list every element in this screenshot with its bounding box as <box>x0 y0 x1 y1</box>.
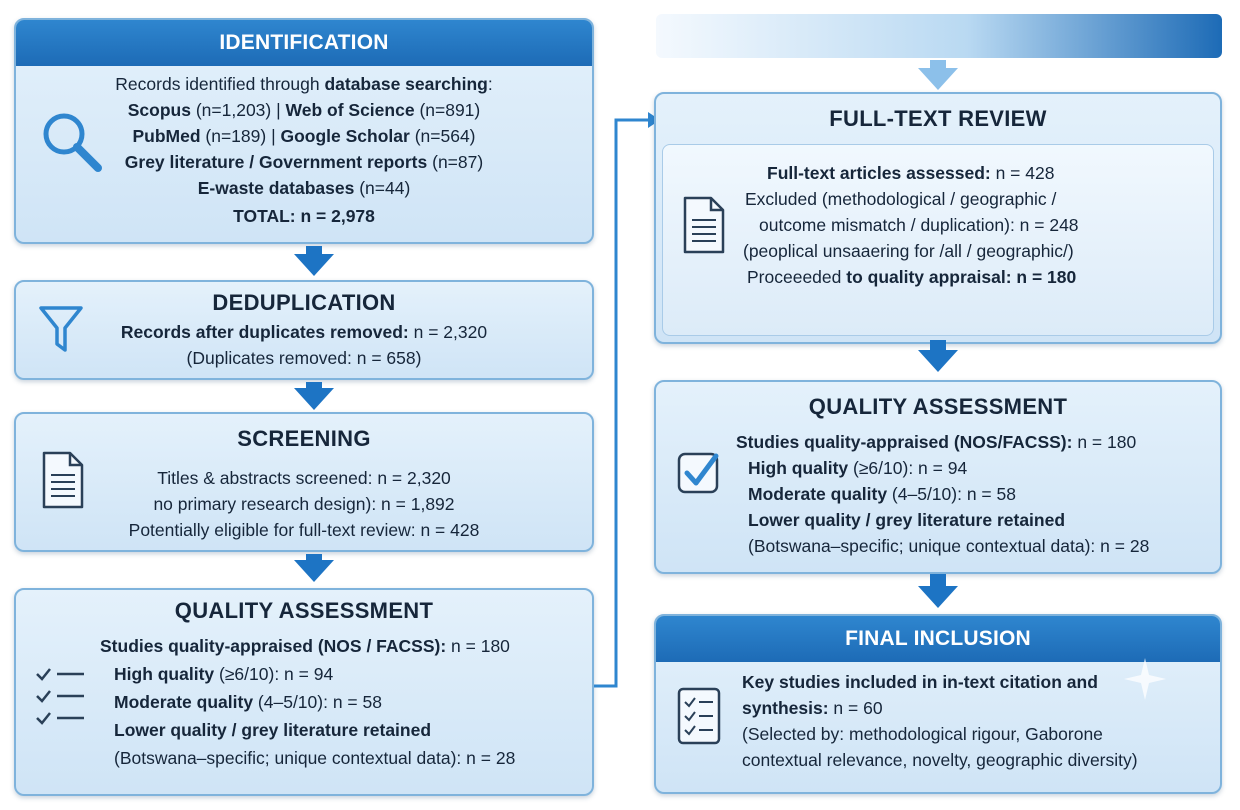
down-arrow-icon <box>918 350 958 372</box>
screening-eligible: Potentially eligible for full-text review: n = 428 <box>128 520 480 540</box>
quality-assessment-left-box <box>14 588 594 796</box>
deduplication-title: DEDUPLICATION <box>212 290 396 315</box>
final-key-studies: Key studies included in in-text citation and <box>742 672 1098 692</box>
top-bar <box>656 14 1222 58</box>
fulltext-inner-panel <box>662 144 1214 336</box>
identification-intro: Records identified through database searching: <box>115 74 493 94</box>
final-synthesis: synthesis: n = 60 <box>742 698 883 718</box>
quality-right-botswana: (Botswana–specific; unique contextual data): n = 28 <box>748 536 1150 556</box>
quality-right-title: QUALITY ASSESSMENT <box>808 394 1068 419</box>
identification-pubmed-scholar: PubMed (n=189) | Google Scholar (n=564) <box>132 126 476 146</box>
fulltext-mismatch: outcome mismatch / duplication): n = 248 <box>759 215 1079 235</box>
sparkle-icon <box>1122 656 1168 702</box>
down-arrow-icon <box>918 68 958 90</box>
final-inclusion-box <box>654 614 1222 794</box>
checklist-icon <box>34 662 88 728</box>
quality-right-high: High quality (≥6/10): n = 94 <box>748 458 968 478</box>
final-title: FINAL INCLUSION <box>656 616 1220 662</box>
screening-excluded: no primary research design): n = 1,892 <box>153 494 455 514</box>
quality-left-moderate: Moderate quality (4–5/10): n = 58 <box>114 692 382 712</box>
identification-scopus-wos: Scopus (n=1,203) | Web of Science (n=891) <box>127 100 481 120</box>
identification-total: TOTAL: n = 2,978 <box>233 206 375 226</box>
final-criteria: contextual relevance, novelty, geographic diversity) <box>742 750 1138 770</box>
document-icon <box>681 195 727 255</box>
screening-titles: Titles & abstracts screened: n = 2,320 <box>157 468 451 488</box>
deduplication-removed: (Duplicates removed: n = 658) <box>186 348 422 368</box>
quality-left-appraised: Studies quality-appraised (NOS / FACSS): n = 180 <box>100 636 510 656</box>
fulltext-title: FULL-TEXT REVIEW <box>829 106 1047 131</box>
fulltext-assessed: Full-text articles assessed: n = 428 <box>767 163 1055 183</box>
fulltext-excluded: Excluded (methodological / geographic / <box>745 189 1057 209</box>
quality-left-lower: Lower quality / grey literature retained <box>114 720 432 740</box>
quality-left-high: High quality (≥6/10): n = 94 <box>114 664 334 684</box>
fulltext-review-box <box>654 92 1222 344</box>
identification-grey: Grey literature / Government reports (n=87) <box>124 152 484 172</box>
identification-box <box>14 18 594 244</box>
checkbox-icon <box>676 448 726 498</box>
fulltext-proceeded: Proceeeded to quality appraisal: n = 180 <box>747 267 1077 287</box>
down-arrow-icon <box>918 586 958 608</box>
identification-ewaste: E-waste databases (n=44) <box>197 178 411 198</box>
deduplication-records: Records after duplicates removed: n = 2,320 <box>120 322 488 342</box>
screening-box <box>14 412 594 552</box>
quality-left-title: QUALITY ASSESSMENT <box>174 598 434 623</box>
screening-title: SCREENING <box>237 426 371 451</box>
quality-assessment-right-box <box>654 380 1222 574</box>
checklist-clipboard-icon <box>676 686 724 746</box>
identification-title: IDENTIFICATION <box>16 20 592 66</box>
down-arrow-icon <box>294 254 334 276</box>
down-arrow-icon <box>294 388 334 410</box>
quality-left-botswana: (Botswana–specific; unique contextual data): n = 28 <box>114 748 516 768</box>
deduplication-box <box>14 280 594 380</box>
quality-right-moderate: Moderate quality (4–5/10): n = 58 <box>748 484 1016 504</box>
final-selected-by: (Selected by: methodological rigour, Gaborone <box>742 724 1103 744</box>
quality-right-appraised: Studies quality-appraised (NOS/FACSS): n = 180 <box>736 432 1137 452</box>
fulltext-note: (peoplical unsaaering for /all / geographic/) <box>743 241 1074 261</box>
quality-right-lower: Lower quality / grey literature retained <box>748 510 1066 530</box>
down-arrow-icon <box>294 560 334 582</box>
